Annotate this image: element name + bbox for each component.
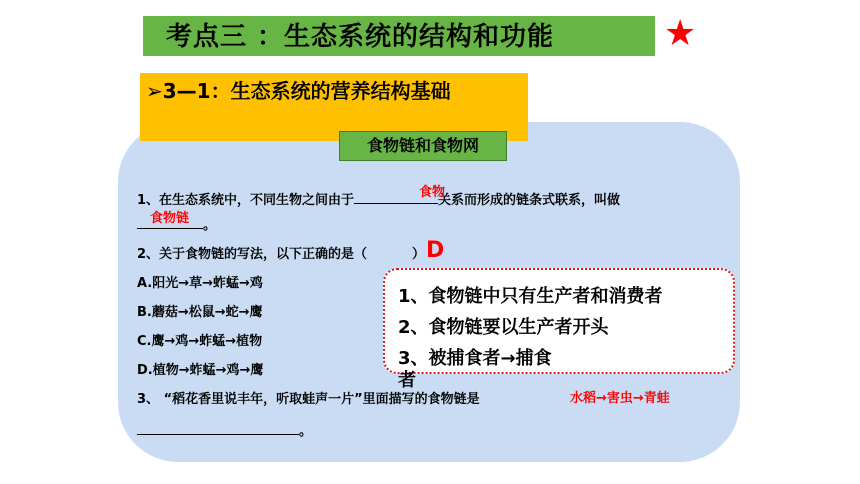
question-1-answer-1: 食物: [419, 185, 446, 200]
option-c: C.鹰→鸡→蚱蜢→植物: [137, 334, 263, 349]
question-2-answer: D: [426, 238, 445, 263]
question-3-text: 3、 “稻花香里说丰年，听取蛙声一片”里面描写的食物链是: [137, 392, 480, 407]
topic-chip-label: 食物链和食物网: [366, 136, 479, 155]
question-3-answer: 水稻→害虫→青蛙: [570, 391, 670, 406]
slide-title: 考点三 ：生态系统的结构和功能: [166, 22, 555, 52]
question-3-end: 。: [299, 424, 313, 439]
rule-3-continued: 者: [398, 370, 416, 391]
rule-1: 1、食物链中只有生产者和消费者: [398, 286, 663, 307]
question-3-line-2: [137, 420, 312, 441]
rule-3: 3、被捕食者→捕食: [398, 348, 552, 369]
question-2-text: 2、关于食物链的写法，以下正确的是（: [137, 247, 368, 262]
question-1-answer-2: 食物链: [150, 211, 190, 226]
question-1-line-1: [137, 189, 620, 210]
rule-2: 2、食物链要以生产者开头: [398, 317, 609, 338]
option-d: D.植物→蚱蜢→鸡→鹰: [137, 363, 264, 378]
option-a: A.阳光→草→蚱蜢→鸡: [137, 276, 263, 291]
question-2-stem: [137, 246, 425, 264]
question-1-text-before: 1、在生态系统中，不同生物之间由于: [137, 193, 355, 208]
question-1-end: 。: [203, 218, 217, 233]
subtitle: ➢3—1：生态系统的营养结构基础: [146, 79, 451, 103]
question-3-blank: [137, 420, 299, 435]
question-1-text-after: 关系而形成的链条式联系，叫做: [438, 193, 621, 208]
question-2-close: ）: [412, 247, 426, 262]
option-b: B.蘑菇→松鼠→蛇→鹰: [137, 305, 263, 320]
star-icon: ★: [664, 13, 697, 54]
